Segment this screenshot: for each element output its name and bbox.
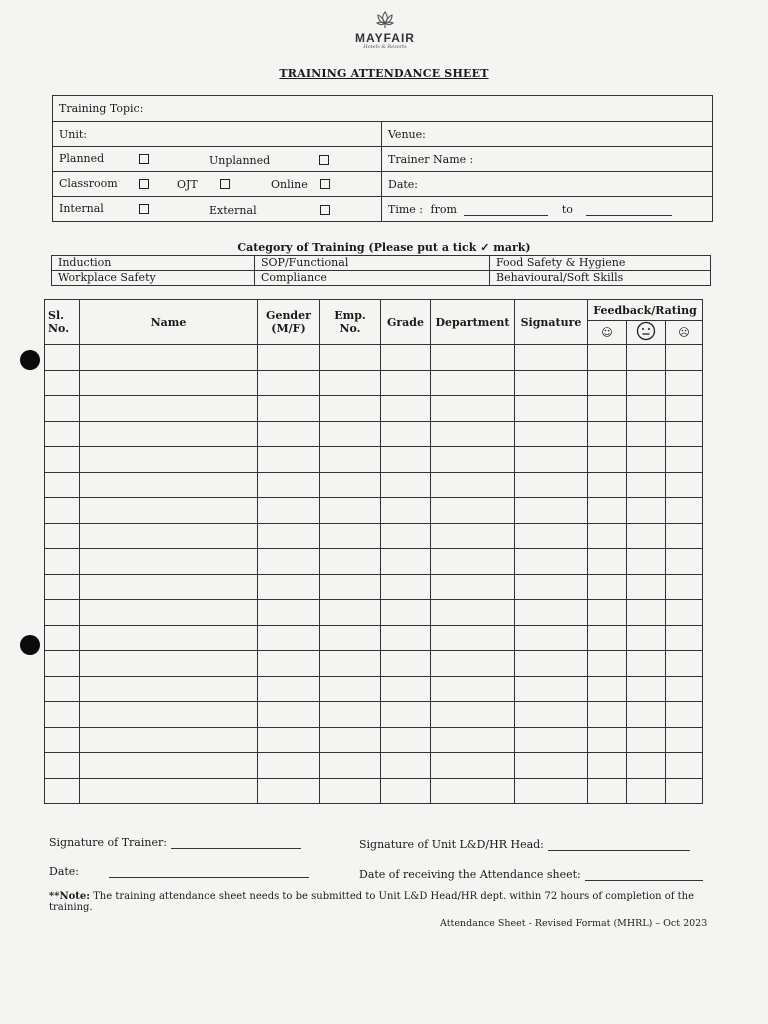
time-from-input[interactable] [464, 205, 548, 216]
table-cell[interactable] [666, 472, 703, 498]
table-cell[interactable] [627, 574, 666, 600]
table-cell[interactable] [588, 345, 627, 371]
table-cell[interactable] [515, 472, 588, 498]
table-cell[interactable] [431, 498, 515, 524]
submission-note [49, 891, 729, 913]
table-cell[interactable] [588, 625, 627, 651]
table-row [45, 549, 703, 575]
table-cell[interactable] [431, 370, 515, 396]
table-cell[interactable] [666, 778, 703, 804]
category-cell[interactable]: Compliance [255, 271, 490, 286]
table-row [45, 421, 703, 447]
table-cell[interactable] [320, 498, 381, 524]
table-cell[interactable] [320, 676, 381, 702]
ojt-label: OJT [177, 178, 198, 191]
form-version-footer: Attendance Sheet - Revised Format (MHRL) – Oct 2023 [440, 918, 708, 929]
trainer-name-field[interactable] [382, 147, 713, 172]
table-cell[interactable] [666, 421, 703, 447]
table-cell[interactable] [381, 345, 431, 371]
time-field [382, 197, 713, 222]
table-row [45, 574, 703, 600]
table-cell[interactable] [320, 727, 381, 753]
table-cell[interactable] [45, 447, 80, 473]
unplanned-label: Unplanned [209, 154, 271, 167]
table-cell[interactable] [381, 778, 431, 804]
gender-header-text: Gender [266, 309, 311, 322]
table-cell[interactable] [45, 676, 80, 702]
table-row [45, 676, 703, 702]
table-cell[interactable] [80, 574, 258, 600]
trainer-signature-field [49, 836, 301, 849]
internal-checkbox[interactable] [139, 204, 149, 214]
table-cell[interactable] [515, 370, 588, 396]
table-cell[interactable] [381, 396, 431, 422]
table-cell[interactable] [515, 727, 588, 753]
table-cell[interactable] [80, 600, 258, 626]
table-cell[interactable] [80, 421, 258, 447]
no-header-text: No. [48, 322, 70, 335]
table-cell[interactable] [588, 702, 627, 728]
mode-row [53, 172, 382, 197]
table-cell[interactable] [431, 778, 515, 804]
table-row [45, 472, 703, 498]
gender-header [258, 300, 320, 345]
table-cell[interactable] [627, 370, 666, 396]
brand-tagline: Hotels & Resorts [363, 44, 407, 50]
table-cell[interactable] [45, 702, 80, 728]
table-cell[interactable] [666, 727, 703, 753]
table-cell[interactable] [320, 574, 381, 600]
table-cell[interactable] [320, 421, 381, 447]
signature-header: Signature [515, 300, 588, 345]
hr-signature-field [359, 838, 690, 851]
table-cell[interactable] [666, 676, 703, 702]
table-cell[interactable] [515, 600, 588, 626]
table-cell[interactable] [258, 396, 320, 422]
table-cell[interactable] [588, 472, 627, 498]
table-cell[interactable] [80, 625, 258, 651]
table-cell[interactable] [515, 396, 588, 422]
table-cell[interactable] [627, 727, 666, 753]
table-cell[interactable] [627, 345, 666, 371]
category-title: Category of Training (Please put a tick ✓ mark) [237, 241, 531, 254]
emp-header-text: Emp. [334, 309, 366, 322]
table-cell[interactable] [381, 523, 431, 549]
table-cell[interactable] [381, 676, 431, 702]
punch-hole [20, 635, 40, 655]
table-cell[interactable] [588, 778, 627, 804]
table-cell[interactable] [666, 498, 703, 524]
classroom-label: Classroom [59, 177, 118, 190]
table-cell[interactable] [258, 498, 320, 524]
feedback-rating-header: Feedback/Rating [588, 300, 703, 321]
table-cell[interactable] [431, 600, 515, 626]
table-cell[interactable] [627, 651, 666, 677]
table-cell[interactable] [45, 345, 80, 371]
category-cell[interactable]: SOP/Functional [255, 256, 490, 271]
table-row [45, 345, 703, 371]
table-cell[interactable] [258, 625, 320, 651]
online-checkbox[interactable] [320, 179, 330, 189]
sl-no-header [45, 300, 80, 345]
venue-label: Venue: [388, 127, 426, 141]
table-cell[interactable] [666, 600, 703, 626]
table-cell[interactable] [258, 727, 320, 753]
table-cell[interactable] [80, 396, 258, 422]
unit-field[interactable] [53, 122, 382, 147]
table-cell[interactable] [515, 447, 588, 473]
table-cell[interactable] [431, 421, 515, 447]
training-topic-label: Training Topic: [59, 102, 144, 115]
table-cell[interactable] [627, 600, 666, 626]
table-cell[interactable] [80, 727, 258, 753]
table-cell[interactable] [627, 421, 666, 447]
emp-no-header [320, 300, 381, 345]
trainer-signature-label: Signature of Trainer: [49, 836, 167, 849]
table-cell[interactable] [381, 702, 431, 728]
table-cell[interactable] [431, 472, 515, 498]
table-cell[interactable] [320, 625, 381, 651]
external-label: External [209, 204, 257, 217]
table-cell[interactable] [258, 676, 320, 702]
table-cell[interactable] [515, 574, 588, 600]
external-checkbox[interactable] [320, 205, 330, 215]
table-cell[interactable] [515, 676, 588, 702]
table-cell[interactable] [588, 600, 627, 626]
planned-checkbox[interactable] [139, 154, 149, 164]
table-cell[interactable] [45, 600, 80, 626]
time-to-input[interactable] [586, 205, 672, 216]
time-label: Time : [388, 202, 423, 216]
table-cell[interactable] [381, 574, 431, 600]
table-cell[interactable] [320, 370, 381, 396]
table-cell[interactable] [381, 600, 431, 626]
table-cell[interactable] [627, 702, 666, 728]
table-cell[interactable] [80, 676, 258, 702]
table-cell[interactable] [666, 447, 703, 473]
emp-sub-text: No. [339, 322, 361, 335]
ojt-checkbox[interactable] [220, 179, 230, 189]
sad-face-icon: ☹ [666, 321, 703, 345]
table-cell[interactable] [258, 370, 320, 396]
table-cell[interactable] [45, 727, 80, 753]
time-to-label: to [561, 202, 573, 216]
table-cell[interactable] [320, 600, 381, 626]
table-cell[interactable] [588, 498, 627, 524]
planned-label: Planned [59, 152, 105, 165]
punch-hole [20, 350, 40, 370]
receiving-date-label: Date of receiving the Attendance sheet: [359, 868, 581, 881]
table-cell[interactable] [431, 727, 515, 753]
table-cell[interactable] [431, 676, 515, 702]
lotus-emblem-icon [374, 10, 396, 30]
table-cell[interactable] [320, 753, 381, 779]
table-cell[interactable] [627, 396, 666, 422]
category-row [52, 256, 711, 271]
table-cell[interactable] [431, 345, 515, 371]
category-cell[interactable]: Behavioural/Soft Skills [490, 271, 711, 286]
table-cell[interactable] [627, 447, 666, 473]
table-cell[interactable] [45, 498, 80, 524]
note-text: The training attendance sheet needs to be submitted to Unit L&D Head/HR dept. within 72 hours of completion of the training. [49, 891, 695, 913]
table-cell[interactable] [80, 447, 258, 473]
table-row [45, 727, 703, 753]
table-cell[interactable] [45, 574, 80, 600]
department-header: Department [431, 300, 515, 345]
table-cell[interactable] [320, 447, 381, 473]
venue-field[interactable] [382, 122, 713, 147]
table-cell[interactable] [381, 421, 431, 447]
table-cell[interactable] [258, 345, 320, 371]
attendance-table [44, 299, 703, 804]
table-cell[interactable] [45, 421, 80, 447]
table-cell[interactable] [381, 625, 431, 651]
table-cell[interactable] [666, 370, 703, 396]
table-cell[interactable] [45, 370, 80, 396]
receiving-date-line[interactable] [585, 870, 703, 881]
table-cell[interactable] [80, 651, 258, 677]
table-row [45, 600, 703, 626]
table-cell[interactable] [627, 472, 666, 498]
table-cell[interactable] [320, 345, 381, 371]
table-cell[interactable] [320, 651, 381, 677]
table-cell[interactable] [666, 574, 703, 600]
table-cell[interactable] [627, 753, 666, 779]
table-cell[interactable] [258, 447, 320, 473]
table-cell[interactable] [381, 651, 431, 677]
source-row [53, 197, 382, 222]
hr-signature-line[interactable] [548, 840, 690, 851]
table-cell[interactable] [45, 625, 80, 651]
trainer-date-field [49, 865, 309, 878]
table-cell[interactable] [381, 472, 431, 498]
table-cell[interactable] [627, 523, 666, 549]
unit-label: Unit: [59, 127, 87, 141]
hr-signature-label: Signature of Unit L&D/HR Head: [359, 838, 544, 851]
date-field[interactable] [382, 172, 713, 197]
table-cell[interactable] [627, 625, 666, 651]
training-topic-field[interactable] [53, 96, 713, 122]
table-cell[interactable] [45, 549, 80, 575]
table-cell[interactable] [588, 676, 627, 702]
table-cell[interactable] [588, 549, 627, 575]
table-row [45, 651, 703, 677]
name-header: Name [80, 300, 258, 345]
table-cell[interactable] [666, 549, 703, 575]
table-row [45, 396, 703, 422]
table-cell[interactable] [515, 523, 588, 549]
table-row [45, 498, 703, 524]
table-cell[interactable] [666, 753, 703, 779]
receiving-date-field [359, 868, 703, 881]
table-cell[interactable] [45, 396, 80, 422]
table-cell[interactable] [381, 549, 431, 575]
table-cell[interactable] [80, 702, 258, 728]
table-row [45, 778, 703, 804]
table-cell[interactable] [627, 676, 666, 702]
table-cell[interactable] [515, 625, 588, 651]
table-cell[interactable] [320, 549, 381, 575]
table-cell[interactable] [627, 778, 666, 804]
table-cell[interactable] [515, 345, 588, 371]
table-cell[interactable] [258, 574, 320, 600]
table-cell[interactable] [320, 702, 381, 728]
neutral-face-icon [627, 321, 666, 345]
gender-sub-text: (M/F) [271, 322, 306, 335]
table-cell[interactable] [515, 778, 588, 804]
table-cell[interactable] [80, 370, 258, 396]
unplanned-checkbox[interactable] [319, 155, 329, 165]
table-cell[interactable] [258, 753, 320, 779]
table-cell[interactable] [320, 523, 381, 549]
table-cell[interactable] [45, 523, 80, 549]
table-cell[interactable] [666, 345, 703, 371]
table-cell[interactable] [515, 753, 588, 779]
table-cell[interactable] [627, 549, 666, 575]
table-row [45, 523, 703, 549]
trainer-date-label: Date: [49, 865, 80, 878]
table-cell[interactable] [258, 421, 320, 447]
table-cell[interactable] [258, 549, 320, 575]
date-label: Date: [388, 177, 419, 191]
table-row [45, 753, 703, 779]
trainer-signature-line[interactable] [171, 838, 301, 849]
classroom-checkbox[interactable] [139, 179, 149, 189]
category-row [52, 271, 711, 286]
table-cell[interactable] [588, 421, 627, 447]
table-cell[interactable] [431, 396, 515, 422]
time-from-label: from [430, 202, 457, 216]
table-cell[interactable] [258, 651, 320, 677]
table-cell[interactable] [320, 396, 381, 422]
table-cell[interactable] [666, 396, 703, 422]
table-row [45, 702, 703, 728]
table-cell[interactable] [80, 472, 258, 498]
table-cell[interactable] [45, 472, 80, 498]
table-row [45, 370, 703, 396]
table-cell[interactable] [45, 753, 80, 779]
table-cell[interactable] [258, 472, 320, 498]
table-cell[interactable] [80, 753, 258, 779]
table-cell[interactable] [588, 651, 627, 677]
category-cell[interactable]: Induction [52, 256, 255, 271]
trainer-date-line[interactable] [109, 867, 309, 878]
table-cell[interactable] [627, 498, 666, 524]
table-cell[interactable] [80, 345, 258, 371]
table-cell[interactable] [431, 702, 515, 728]
trainer-name-label: Trainer Name : [388, 152, 474, 166]
table-cell[interactable] [588, 727, 627, 753]
table-cell[interactable] [431, 753, 515, 779]
grade-header: Grade [381, 300, 431, 345]
table-row [45, 625, 703, 651]
table-cell[interactable] [431, 549, 515, 575]
table-cell[interactable] [515, 498, 588, 524]
note-prefix: **Note: [49, 891, 90, 902]
table-cell[interactable] [258, 523, 320, 549]
table-cell[interactable] [258, 778, 320, 804]
table-cell[interactable] [431, 523, 515, 549]
smiling-face-icon: ☺ [588, 321, 627, 345]
table-cell[interactable] [431, 651, 515, 677]
table-cell[interactable] [258, 702, 320, 728]
table-cell[interactable] [381, 447, 431, 473]
table-cell[interactable] [431, 447, 515, 473]
table-cell[interactable] [45, 651, 80, 677]
table-cell[interactable] [666, 523, 703, 549]
table-cell[interactable] [381, 753, 431, 779]
table-cell[interactable] [515, 549, 588, 575]
table-cell[interactable] [666, 625, 703, 651]
brand-name: MAYFAIR [355, 31, 415, 45]
table-cell[interactable] [588, 753, 627, 779]
mayfair-logo [340, 10, 430, 50]
table-cell[interactable] [588, 447, 627, 473]
table-cell[interactable] [45, 778, 80, 804]
online-label: Online [271, 178, 308, 191]
planning-row [53, 147, 382, 172]
table-cell[interactable] [515, 421, 588, 447]
table-cell[interactable] [588, 523, 627, 549]
training-info-table [52, 95, 713, 222]
table-cell[interactable] [381, 498, 431, 524]
table-cell[interactable] [515, 651, 588, 677]
table-cell[interactable] [431, 574, 515, 600]
table-cell[interactable] [320, 778, 381, 804]
table-cell[interactable] [431, 625, 515, 651]
table-cell[interactable] [381, 727, 431, 753]
table-cell[interactable] [320, 472, 381, 498]
category-table [51, 255, 711, 286]
sl-header-text: Sl. [48, 309, 64, 322]
category-cell[interactable]: Workplace Safety [52, 271, 255, 286]
internal-label: Internal [59, 202, 104, 215]
table-cell[interactable] [588, 396, 627, 422]
table-cell[interactable] [258, 600, 320, 626]
table-cell[interactable] [80, 523, 258, 549]
table-cell[interactable] [80, 778, 258, 804]
table-cell[interactable] [588, 370, 627, 396]
table-cell[interactable] [515, 702, 588, 728]
table-cell[interactable] [666, 702, 703, 728]
category-cell[interactable]: Food Safety & Hygiene [490, 256, 711, 271]
table-cell[interactable] [80, 498, 258, 524]
table-cell[interactable] [588, 574, 627, 600]
table-cell[interactable] [666, 651, 703, 677]
table-cell[interactable] [381, 370, 431, 396]
table-cell[interactable] [80, 549, 258, 575]
page-title: TRAINING ATTENDANCE SHEET [279, 67, 489, 80]
table-row [45, 447, 703, 473]
